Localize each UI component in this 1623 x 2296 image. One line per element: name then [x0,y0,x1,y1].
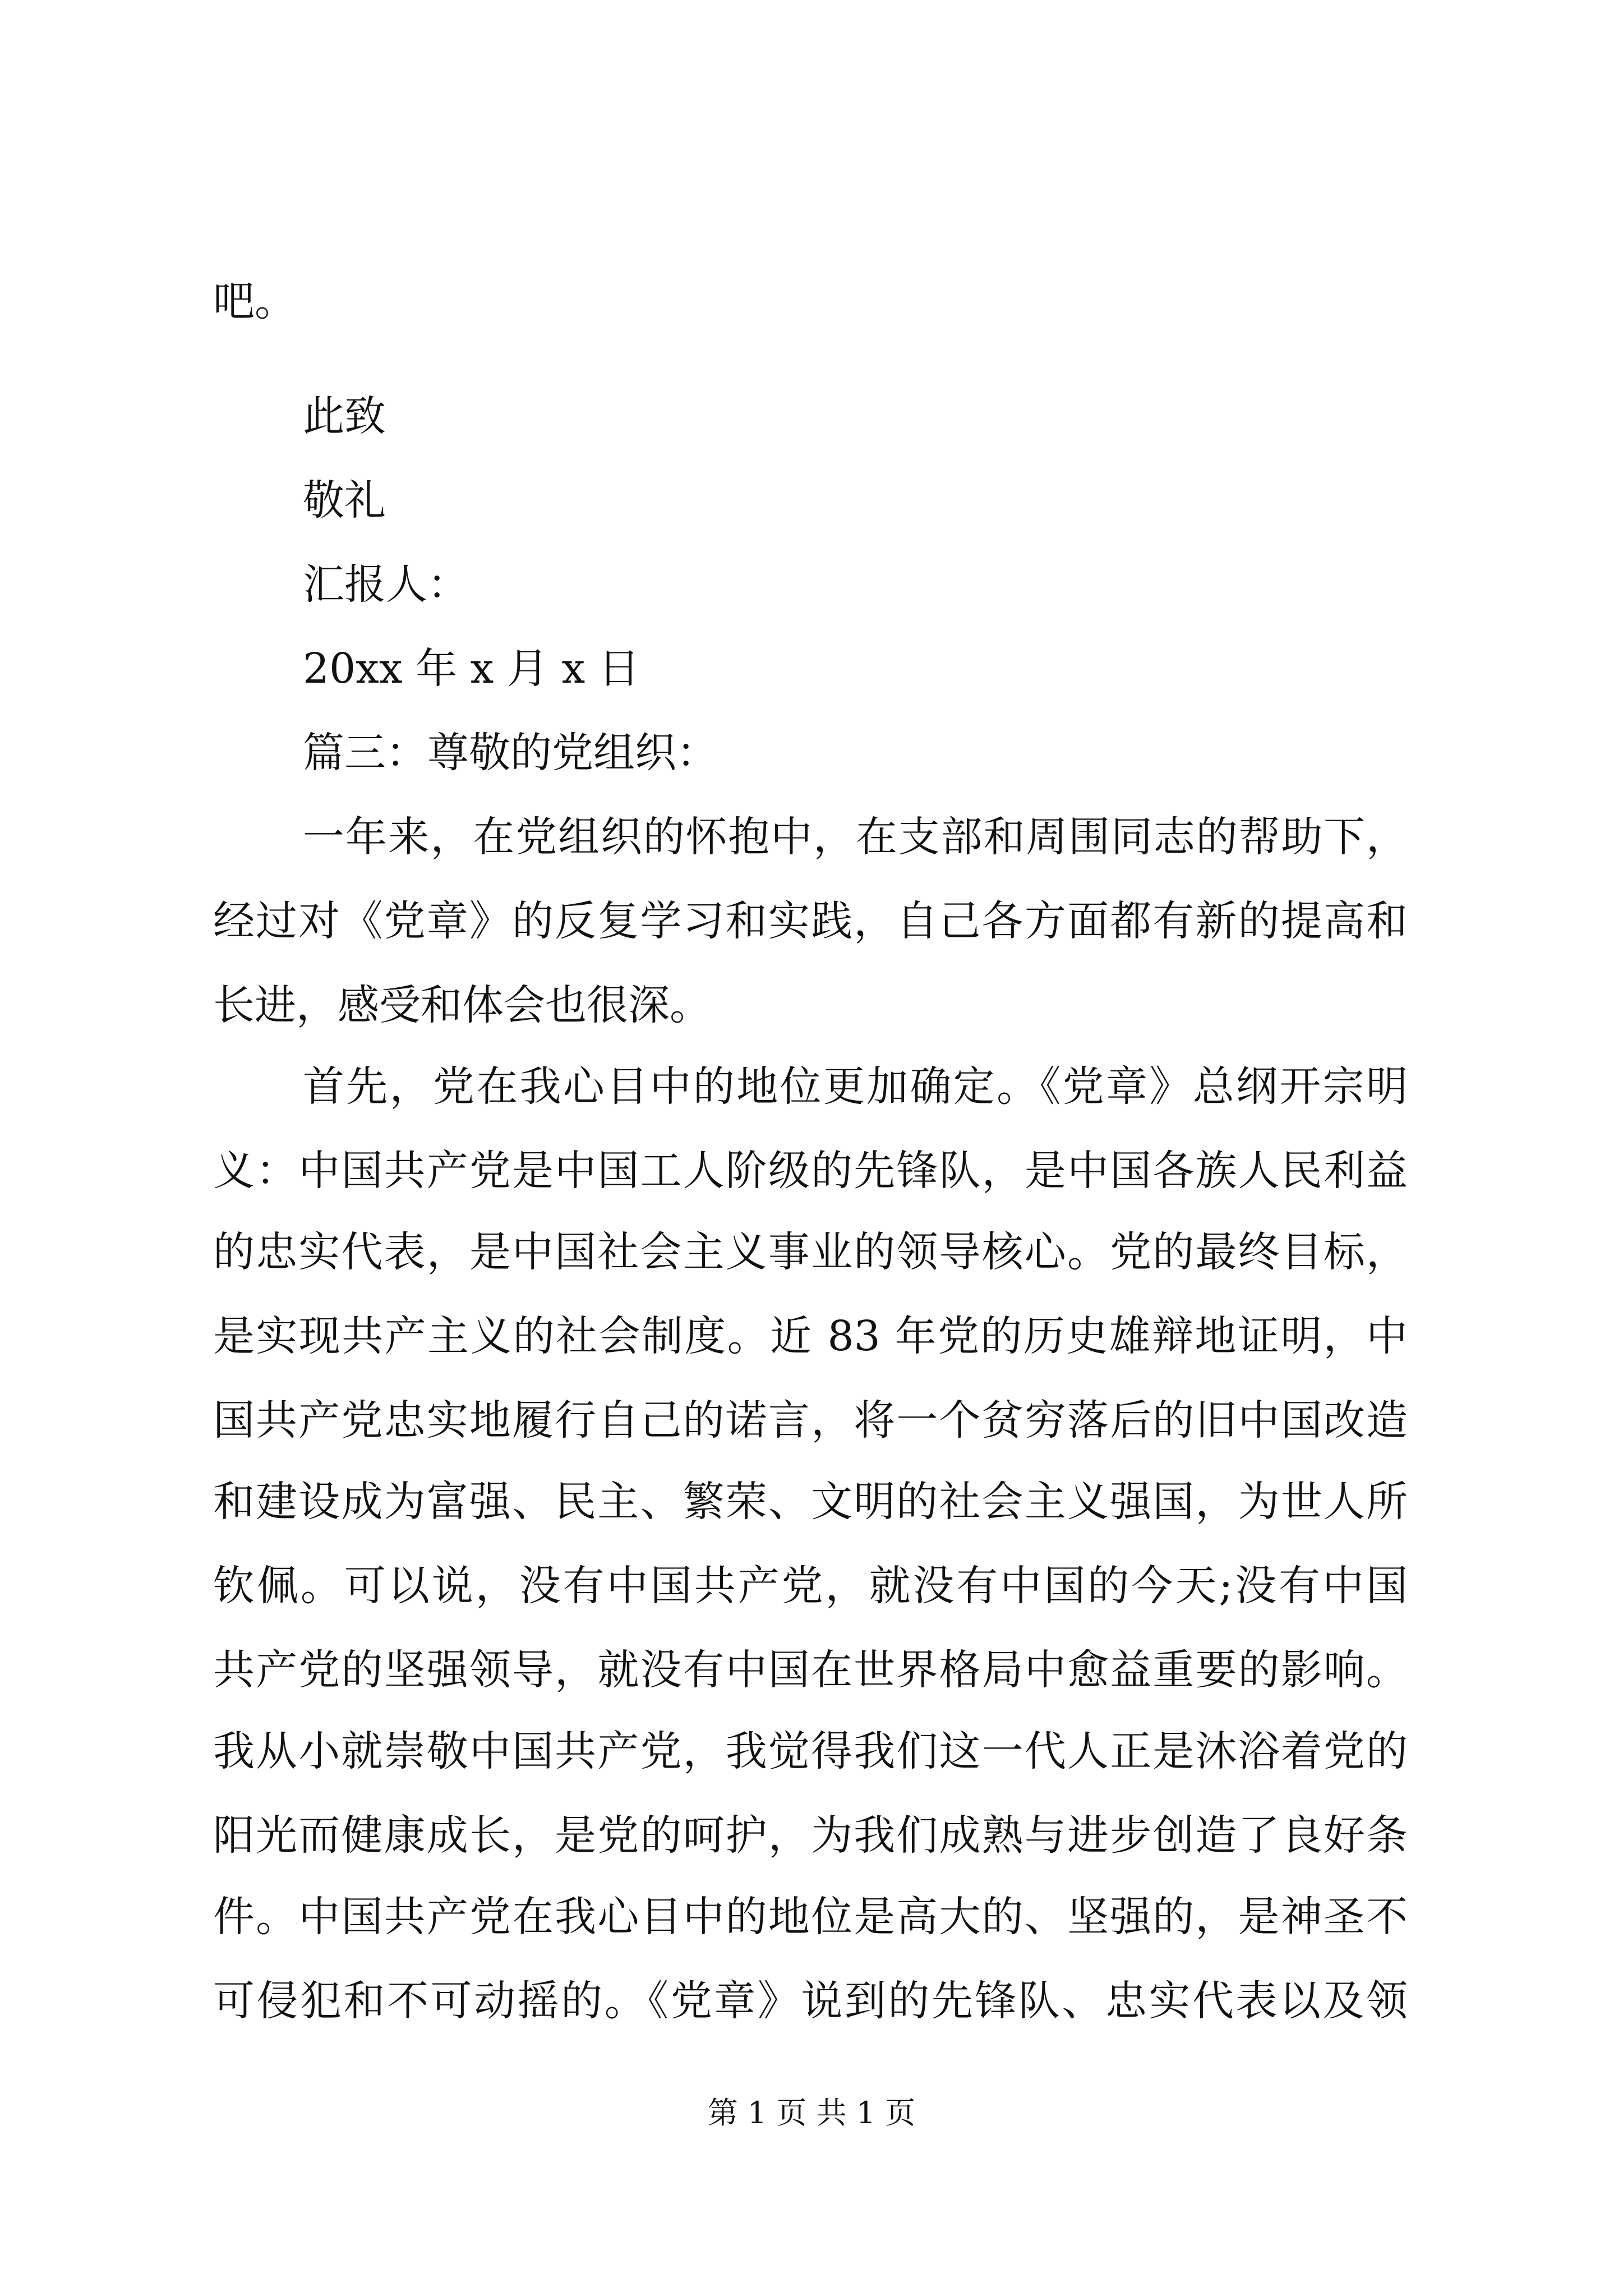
paragraph-2-line: 首先，党在我心目中的地位更加确定。《党章》总纲开宗明 [303,1062,1408,1111]
paragraph-2-line: 我从小就崇敬中国共产党，我觉得我们这一代人正是沐浴着党的 [213,1727,1408,1775]
paragraph-2-line: 共产党的坚强领导，就没有中国在世界格局中愈益重要的影响。 [213,1646,1408,1694]
closing-salutation-1: 此致 [303,392,386,440]
closing-salutation-2: 敬礼 [303,476,386,524]
continuation-line: 吧。 [213,277,296,325]
paragraph-2-line: 可侵犯和不可动摇的。《党章》说到的先锋队、忠实代表以及领 [213,1977,1408,2025]
paragraph-2-line: 阳光而健康成长，是党的呵护，为我们成熟与进步创造了良好条 [213,1811,1408,1860]
report-date: 20xx 年 x 月 x 日 [303,645,640,693]
section-heading: 篇三：尊敬的党组织： [303,729,718,777]
paragraph-2-line: 和建设成为富强、民主、繁荣、文明的社会主义强国，为世人所 [213,1478,1408,1526]
paragraph-2-line: 的忠实代表，是中国社会主义事业的领导核心。党的最终目标， [213,1228,1408,1276]
paragraph-1-line: 经过对《党章》的反复学习和实践，自己各方面都有新的提高和 [213,897,1408,945]
paragraph-1-line: 长进，感受和体会也很深。 [213,981,711,1029]
paragraph-2-line: 是实现共产主义的社会制度。近 83 年党的历史雄辩地证明，中 [213,1312,1408,1360]
paragraph-2-line: 件。中国共产党在我心目中的地位是高大的、坚强的，是神圣不 [213,1893,1408,1941]
reporter-label: 汇报人： [303,560,469,609]
paragraph-2-line: 钦佩。可以说，没有中国共产党，就没有中国的今天;没有中国 [213,1562,1408,1610]
paragraph-1-line: 一年来，在党组织的怀抱中，在支部和周围同志的帮助下， [303,813,1408,861]
paragraph-2-line: 义：中国共产党是中国工人阶级的先锋队，是中国各族人民利益 [213,1147,1408,1195]
page-footer: 第 1 页 共 1 页 [707,2095,916,2131]
paragraph-2-line: 国共产党忠实地履行自己的诺言，将一个贫穷落后的旧中国改造 [213,1396,1408,1444]
